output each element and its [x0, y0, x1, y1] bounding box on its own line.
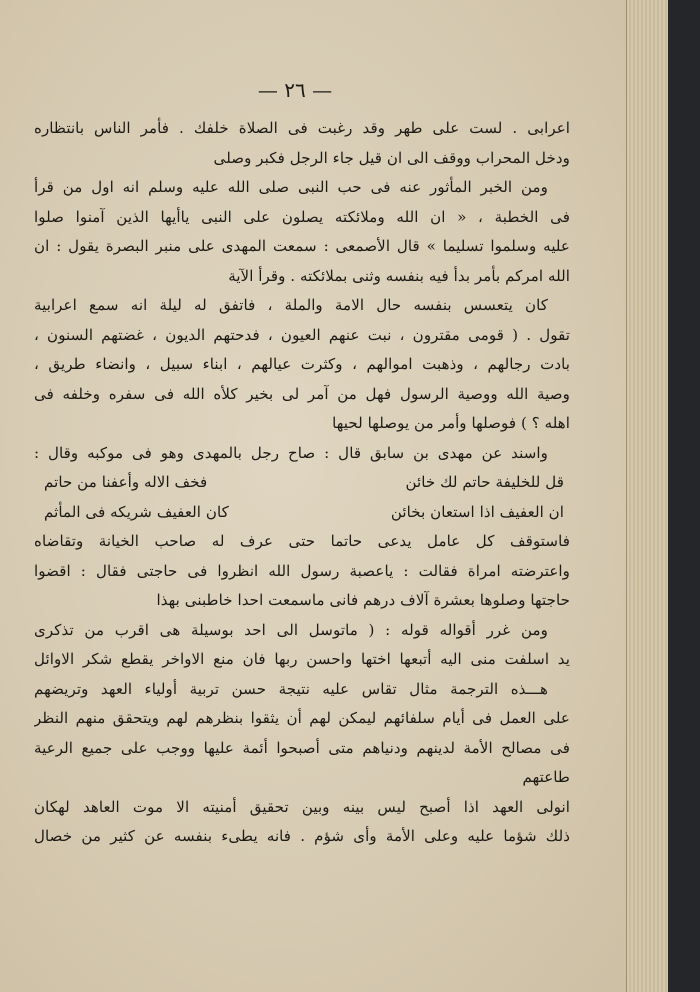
text-line: علیه وسلموا تسلیما » قال الأصمعی : سمعت المهدی علی منبر البصرة یقول : ان [34, 237, 570, 255]
text-line: فی مصالح الأمة لدینهم ودنیاهم متی أصبحوا أئمة علیها ووجب علی جمیع الرعیة [34, 738, 570, 757]
text-line: اهله ؟ ) فوصلها وأمر من یوصلها لحیها [332, 414, 570, 432]
text-line: ومن غرر أقواله قوله : ( ماتوسل الی احد بوسیلة هی اقرب من تذکری [34, 620, 548, 639]
page-edges [626, 0, 669, 992]
page-number: — ٢٦ — [257, 78, 333, 102]
verse-second-hemistich: فخف الاله وأعفنا من حاتم [44, 473, 208, 491]
text-line: فی الخطبة ، « ان الله وملائکته یصلون علی النبی یاأیها الذین آمنوا صلوا [34, 207, 570, 226]
text-line: ودخل المحراب ووقف الی ان قیل جاء الرجل فکبر وصلی [213, 148, 570, 167]
text-line: ومن الخبر المأثور عنه فی حب النبی صلی الله علیه وسلم انه اول من قرأ [34, 178, 548, 196]
verse-second-hemistich: کان العفیف شریکه فی المأثم [44, 502, 229, 521]
text-line: انولی العهد اذا أصبح لیس بینه وبین تحقیق أمنیته الا موت العاهد لهکان [34, 797, 570, 816]
text-line: واسند عن مهدی بن سابق قال : صاح رجل بالمهدی وهو فی موکبه وقال : [34, 443, 548, 462]
text-line: واعترضته امراة فقالت : یاعصبة رسول الله انظروا فی حاجتی فقال : اقضوا [34, 561, 570, 580]
text-line: علی العمل فی أیام سلفائهم لیمکن لهم أن یثقوا بنظرهم لهم ویتحقق منهم النظر [34, 709, 570, 727]
poem-verse [34, 468, 570, 498]
text-line: الله امرکم بأمر بدأ فیه بنفسه وثنی بملائکته . وقرأ الآیة [228, 266, 570, 285]
verse-first-hemistich: ان العفیف اذا استعان بخائن [390, 502, 564, 521]
body-text [34, 114, 570, 852]
poem-verse [34, 498, 570, 528]
text-line: فاستوقف کل عامل یدعی حاتما حتی عرف له صاحب الخیانة وتقاضاه [34, 532, 570, 550]
text-line: بادت رجالهم ، وذهبت اموالهم ، وکثرت عیالهم ، ابناء سبیل ، وانضاء طریق ، [34, 355, 570, 373]
text-line: ید اسلفت منی الیه أتبعها اختها واحسن ربها فان منع الاواخر یقطع شکر الاوائل [34, 650, 570, 668]
verse-first-hemistich: قل للخلیفة حاتم لك خائن [405, 473, 564, 491]
text-line: وصیة الله ووصیة الرسول فهل من آمر لی بخیر کلأه الله فی سفره وخلفه فی [34, 384, 570, 403]
text-line: طاعتهم [522, 768, 570, 786]
text-line: تقول . ( قومی مقترون ، نبت عنهم العیون ، فدحتهم الدیون ، غضتهم السنون ، [34, 325, 570, 344]
book-cover [668, 0, 700, 992]
text-line: اعرابی . لست علی طهر وقد رغبت فی الصلاة خلفك . فأمر الناس بانتظاره [34, 119, 570, 137]
text-line: کان یتعسس بنفسه حال الامة والملة ، فاتفق له لیلة انه سمع اعرابیة [34, 296, 548, 314]
text-line: حاجتها وصلوها بعشرة آلاف درهم فانی ماسمعت احدا خاطبنی بهذا [156, 591, 570, 609]
text-line: ذلك شؤما علیه وعلی الأمة وأی شؤم . فانه یطیء بنفسه عن کثیر من خصال [34, 827, 570, 845]
text-line: هـــذه الترجمة مثال تقاس علیه نتیجة حسن تربیة أولیاء العهد وتریضهم [34, 679, 548, 698]
